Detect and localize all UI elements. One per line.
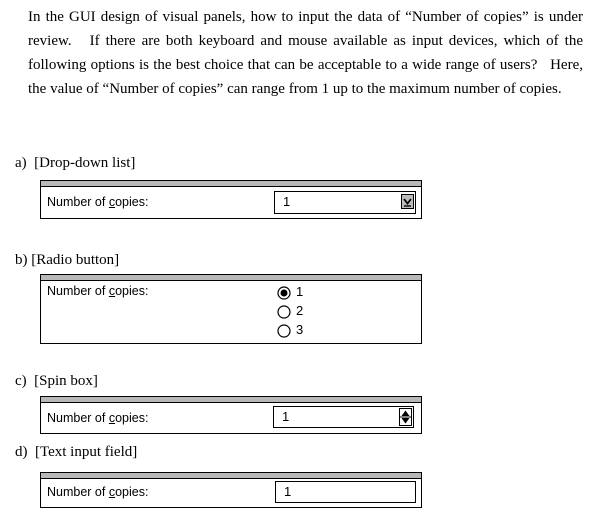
panel-title-bar	[41, 181, 421, 187]
spinbox-panel	[40, 396, 422, 434]
panel-title-bar	[41, 397, 421, 403]
panel-title-bar	[41, 275, 421, 281]
option-a-label: a) [Drop-down list]	[15, 155, 136, 171]
question-text: In the GUI design of visual panels, how to input the data of “Number of copies” is under review. If there are both keyboard and mouse available as input devices, which of the following options is the best choice that can be acceptable to a wide range of users? Here, the value of “Number of copies” can range from 1 up to the maximum number of copies.	[28, 9, 583, 97]
spin-arrows-icon[interactable]	[399, 408, 412, 426]
radio-panel: Number of copies: 1 2 3	[40, 274, 422, 344]
spinbox-value: 1	[282, 409, 290, 424]
copies-text-input[interactable]	[275, 481, 416, 503]
copies-label: Number of copies:	[47, 485, 149, 499]
option-d-label: d) [Text input field]	[15, 444, 138, 460]
copies-spinbox[interactable]	[273, 406, 414, 428]
chevron-down-icon[interactable]	[401, 194, 414, 209]
text-input-value: 1	[284, 484, 292, 499]
radio-circle-icon[interactable]	[277, 324, 291, 338]
copies-label: Number of copies:	[47, 284, 149, 298]
copies-dropdown[interactable]	[274, 191, 416, 214]
option-b-label: b) [Radio button]	[15, 252, 120, 268]
panel-title-bar	[41, 473, 421, 479]
radio-circle-icon[interactable]	[277, 305, 291, 319]
dropdown-value: 1	[283, 194, 291, 209]
copies-label: Number of copies:	[47, 411, 149, 425]
range-min: 1	[321, 81, 330, 97]
radio-circle-icon[interactable]	[277, 286, 291, 300]
option-c-label: c) [Spin box]	[15, 373, 98, 389]
textinput-panel	[40, 472, 422, 508]
copies-label: Number of copies:	[47, 195, 149, 209]
dropdown-panel	[40, 180, 422, 219]
